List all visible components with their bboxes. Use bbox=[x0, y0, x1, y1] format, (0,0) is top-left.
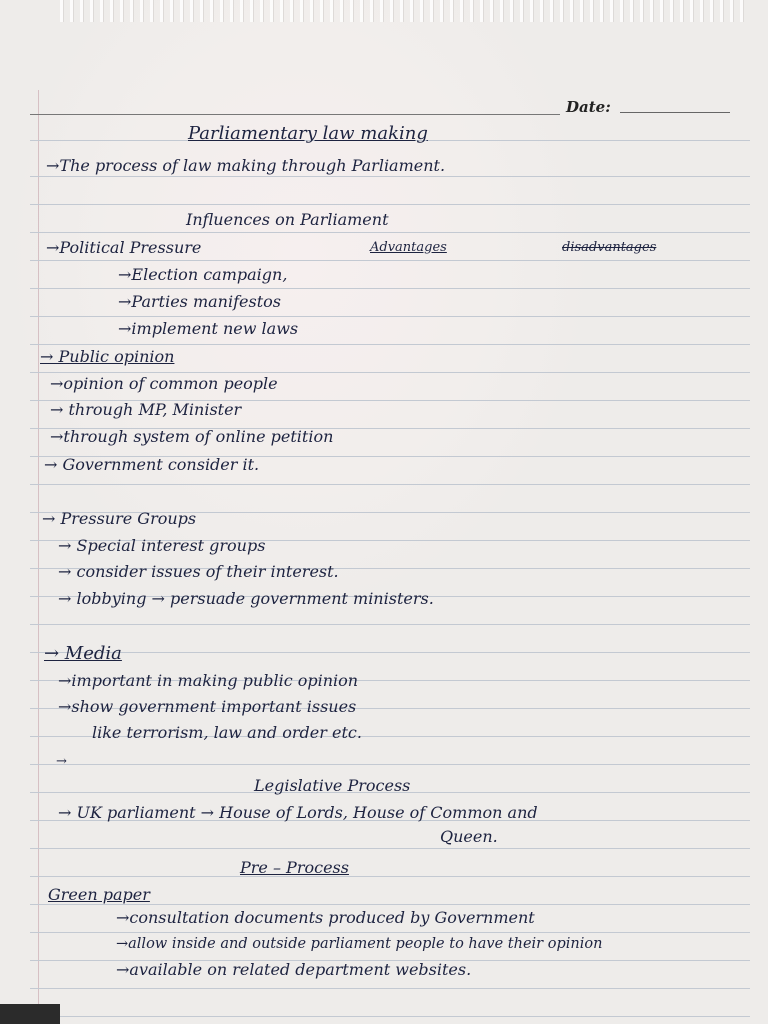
political-point: →implement new laws bbox=[118, 319, 299, 338]
pressure-groups-point: → Special interest groups bbox=[58, 536, 266, 555]
ruled-line bbox=[30, 232, 750, 233]
legislative-process-heading: Legislative Process bbox=[254, 776, 411, 795]
ruled-line bbox=[30, 932, 750, 933]
date-field-line bbox=[620, 112, 730, 113]
disadvantages-column-label: disadvantages bbox=[562, 240, 657, 255]
ruled-line bbox=[30, 204, 750, 205]
header-rule bbox=[30, 114, 560, 115]
media-point: →important in making public opinion bbox=[58, 671, 359, 690]
note-title: Parliamentary law making bbox=[188, 123, 428, 144]
public-opinion-point: →through system of online petition bbox=[50, 427, 334, 446]
public-opinion-heading: → Public opinion bbox=[40, 347, 175, 366]
pressure-groups-point: → lobbying → persuade government ministers. bbox=[58, 589, 434, 608]
public-opinion-point: →opinion of common people bbox=[50, 374, 278, 393]
pressure-groups-point: → consider issues of their interest. bbox=[58, 562, 339, 581]
date-label: Date: bbox=[566, 98, 611, 116]
margin-line bbox=[38, 90, 39, 1024]
ruled-line bbox=[30, 1016, 750, 1017]
ruled-line bbox=[30, 316, 750, 317]
queen-line: Queen. bbox=[440, 827, 498, 846]
ruled-line bbox=[30, 988, 750, 989]
green-paper-point: →consultation documents produced by Government bbox=[116, 908, 535, 927]
advantages-column-label: Advantages bbox=[370, 240, 447, 255]
political-pressure-heading: →Political Pressure bbox=[46, 238, 202, 257]
media-point: →show government important issues bbox=[58, 697, 357, 716]
green-paper-point: →allow inside and outside parliament people to have their opinion bbox=[116, 936, 603, 952]
ruled-line bbox=[30, 176, 750, 177]
political-point: →Parties manifestos bbox=[118, 292, 281, 311]
ruled-line bbox=[30, 876, 750, 877]
ruled-line bbox=[30, 484, 750, 485]
spiral-binding bbox=[60, 0, 750, 22]
green-paper-point: →available on related department websites. bbox=[116, 960, 472, 979]
definition-line: →The process of law making through Parliament. bbox=[46, 156, 446, 175]
public-opinion-point: → Government consider it. bbox=[44, 455, 260, 474]
public-opinion-point: → through MP, Minister bbox=[50, 400, 242, 419]
stray-arrow: → bbox=[56, 754, 67, 769]
ruled-line bbox=[30, 764, 750, 765]
ruled-line bbox=[30, 652, 750, 653]
media-heading: → Media bbox=[44, 643, 122, 664]
uk-parliament-line: → UK parliament → House of Lords, House of Common and bbox=[58, 803, 538, 822]
ruled-line bbox=[30, 624, 750, 625]
green-paper-heading: Green paper bbox=[48, 885, 150, 904]
influences-heading: Influences on Parliament bbox=[186, 210, 389, 229]
ruled-line bbox=[30, 344, 750, 345]
ruled-line bbox=[30, 372, 750, 373]
ruled-line bbox=[30, 260, 750, 261]
ruled-line bbox=[30, 288, 750, 289]
political-point: →Election campaign, bbox=[118, 265, 288, 284]
ruled-line bbox=[30, 848, 750, 849]
pressure-groups-heading: → Pressure Groups bbox=[42, 509, 197, 528]
page-corner-shadow bbox=[0, 1004, 60, 1024]
pre-process-heading: Pre – Process bbox=[240, 858, 349, 877]
media-point: like terrorism, law and order etc. bbox=[92, 723, 362, 742]
